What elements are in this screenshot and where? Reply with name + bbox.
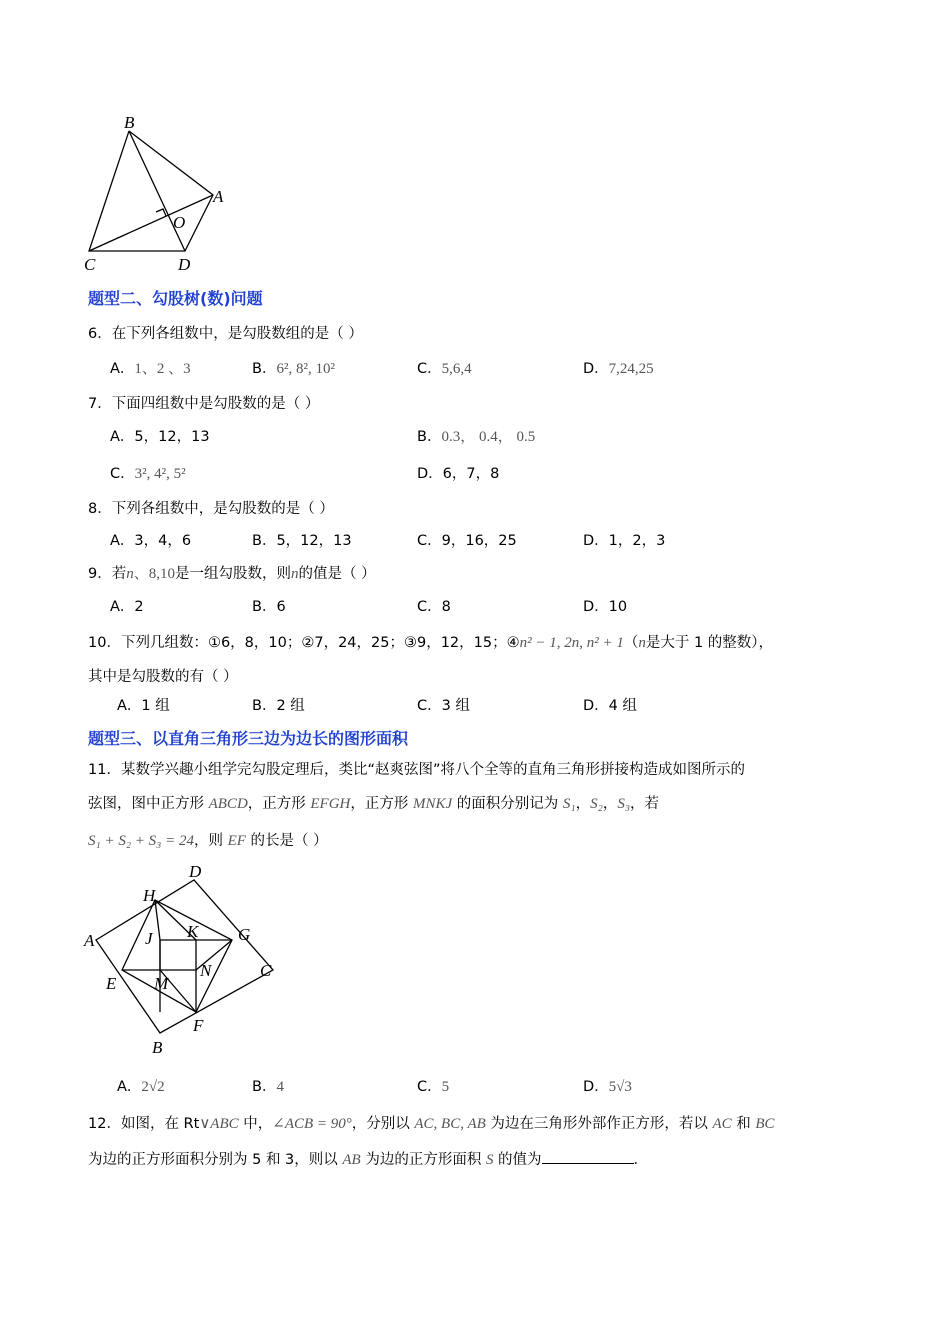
q6-option-d: D．7,24,25 (583, 361, 654, 377)
q6-option-b: B．6², 8², 10² (252, 361, 335, 377)
q7-option-d: D．6，7，8 (417, 466, 500, 482)
q10-stem-line1: 10．下列几组数：①6，8，10；②7，24，25；③9，12，15；④n² − 1, 2n, n² + 1（n是大于 1 的整数）， (88, 635, 774, 651)
figure-quadrilateral-abcd (80, 108, 240, 278)
fig1-outline (89, 131, 213, 251)
q11-option-a: A．2√2 (117, 1079, 165, 1095)
q9-option-a: A．2 (110, 599, 144, 615)
fig1-label-b: B (124, 113, 135, 132)
fig2-label-g: G (238, 925, 251, 944)
q7-option-a: A．5，12，13 (110, 429, 210, 445)
section-heading-3: 题型三、以直角三角形三边为边长的图形面积 (88, 729, 409, 748)
fig1-label-o: O (173, 213, 186, 232)
fig1-diagonal-bd (129, 131, 185, 251)
q10-stem-line2: 其中是勾股数的有（ ） (88, 669, 238, 685)
fig1-right-angle-mark (156, 209, 166, 216)
q6-option-c: C．5,6,4 (417, 361, 472, 377)
q7-stem: 7．下面四组数中是勾股数的是（ ） (88, 396, 320, 412)
fig2-label-a: A (84, 931, 95, 950)
q8-option-c: C．9，16，25 (417, 533, 517, 549)
q11-option-d: D．5√3 (583, 1079, 632, 1095)
q8-option-b: B．5，12，13 (252, 533, 352, 549)
q12-stem-line1: 12．如图，在 Rt∨ABC 中，∠ACB = 90°，分别以 AC, BC, AB 为边在三角形外部作正方形，若以 AC 和 BC (88, 1116, 775, 1132)
fig2-label-j: J (145, 929, 153, 948)
fig2-label-m: M (154, 974, 169, 993)
q9-option-d: D．10 (583, 599, 628, 615)
q10-option-a: A．1 组 (117, 698, 170, 714)
fig2-label-d: D (189, 862, 202, 881)
section-heading-2: 题型二、勾股树(数)问题 (88, 289, 263, 308)
q10-option-b: B．2 组 (252, 698, 305, 714)
q10-option-c: C．3 组 (417, 698, 470, 714)
q8-option-a: A．3，4，6 (110, 533, 192, 549)
q11-stem-line2: 弦图，图中正方形 ABCD，正方形 EFGH，正方形 MNKJ 的面积分别记为 S₁，S₂，S₃，若 (88, 796, 660, 812)
fig2-line-hj (155, 900, 160, 940)
figure-zhao-shuang-diagram (80, 858, 280, 1060)
q11-option-c: C．5 (417, 1079, 450, 1095)
q10-option-d: D．4 组 (583, 698, 637, 714)
q12-stem-line2: 为边的正方形面积分别为 5 和 3，则以 AB 为边的正方形面积 S 的值为 ． (88, 1148, 648, 1169)
q9-stem: 9．若n、8,10是一组勾股数，则n的值是（ ） (88, 566, 376, 582)
fig2-label-n: N (200, 961, 212, 980)
fig2-square-abcd (96, 880, 273, 1033)
q11-option-b: B．4 (252, 1079, 284, 1095)
q6-stem: 6．在下列各组数中，是勾股数组的是（ ） (88, 326, 363, 342)
fig1-diagonal-ac (89, 195, 213, 251)
q8-stem: 8．下列各组数中，是勾股数的是（ ） (88, 501, 334, 517)
q8-option-d: D．1，2，3 (583, 533, 666, 549)
fig2-label-k: K (187, 922, 199, 941)
q11-stem-line3: S₁ + S₂ + S₃ = 24，则 EF 的长是（ ） (88, 833, 328, 849)
q7-option-b: B．0.3， 0.4， 0.5 (417, 429, 536, 445)
q6-option-a: A．1、2 、3 (110, 361, 191, 377)
fig1-label-c: C (84, 255, 96, 274)
q7-option-c: C．3², 4², 5² (110, 466, 186, 482)
fig2-label-b: B (152, 1038, 163, 1057)
q11-stem-line1: 11．某数学兴趣小组学完勾股定理后，类比“赵爽弦图”将八个全等的直角三角形拼接构造成如图所示的 (88, 762, 745, 778)
fig2-square-efgh (122, 900, 232, 1012)
fig1-label-d: D (178, 255, 191, 274)
fig2-label-e: E (106, 974, 117, 993)
q9-option-b: B．6 (252, 599, 286, 615)
q12-answer-blank[interactable] (542, 1149, 634, 1164)
fig1-label-a: A (213, 187, 224, 206)
fig2-label-f: F (193, 1016, 204, 1035)
fig2-square-mnkj (160, 940, 196, 970)
fig2-label-h: H (143, 886, 156, 905)
fig2-label-c: C (260, 961, 272, 980)
q9-option-c: C．8 (417, 599, 451, 615)
